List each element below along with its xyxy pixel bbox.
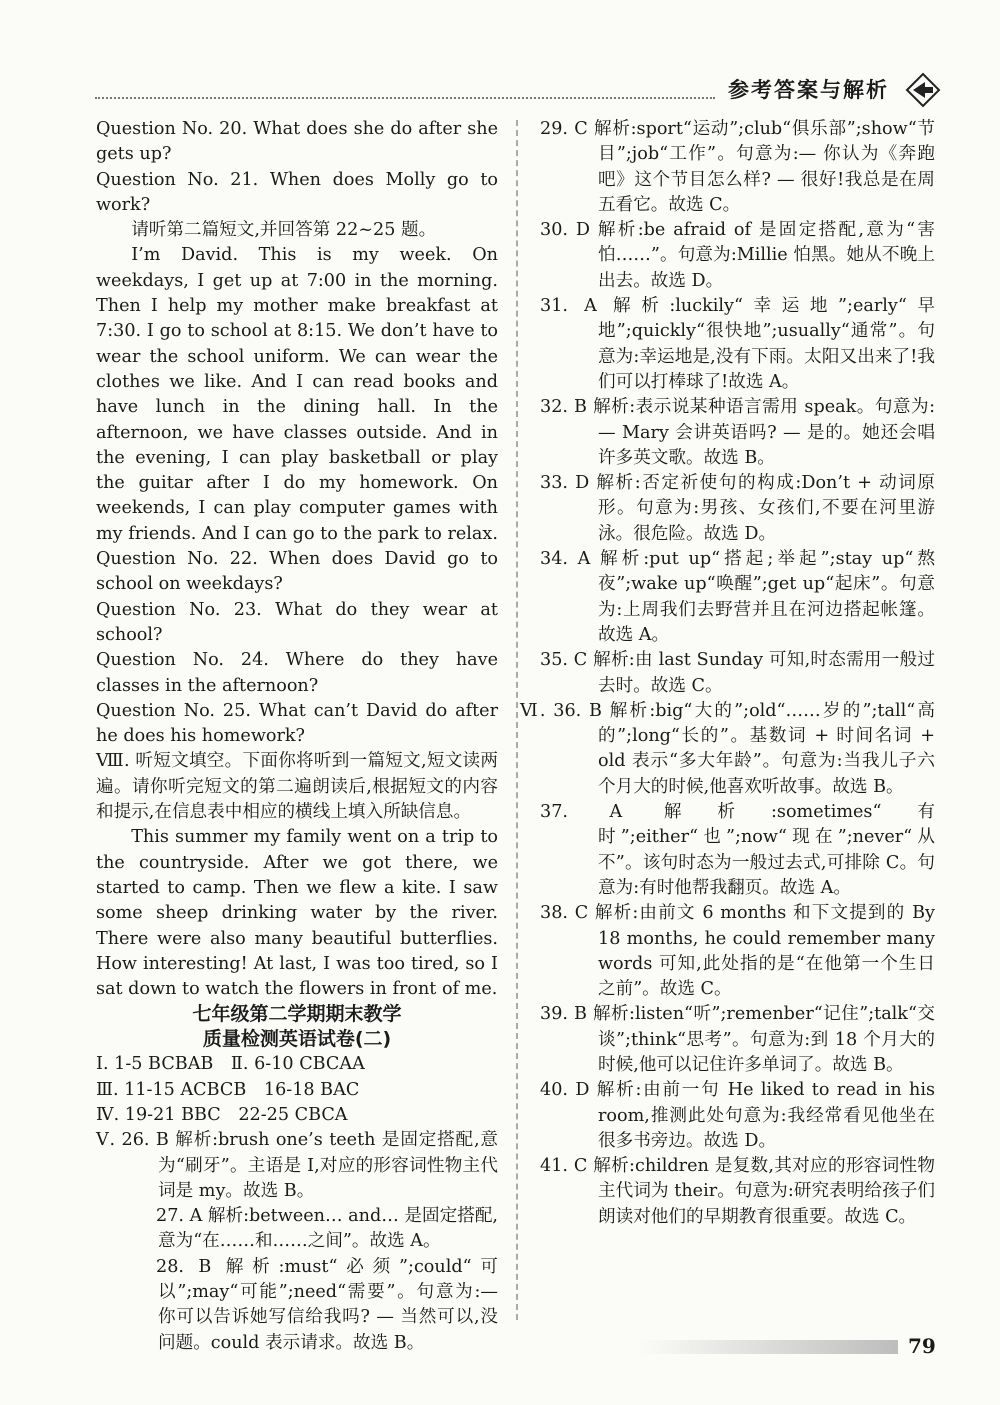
answer-number: 30. D — [540, 220, 590, 241]
answer-item — [540, 901, 935, 1002]
passage-david: I’m David. This is my week. On weekdays, I get up at 7:00 in the morning. Then I help my mother make breakfast at 7:30. I go to school at 8:15. We don’t have to wear the school uniform. We can wear the clothes we like. And I can read books and have lunch in the dining hall. In the afternoon, we have classes outside. And in the evening, I can play basketball or play the guitar after I do my homework. On weekends, I can play computer games with my friends. And I can go to the park to relax. — [96, 245, 498, 544]
answer-number: 27. A — [156, 1206, 203, 1227]
answer-number: 39. B — [540, 1004, 587, 1025]
answer-explanation: 解析:be afraid of 是固定搭配,意为“害怕……”。句意为:Millie 怕黑。她从不晚上出去。故选 D。 — [597, 220, 935, 291]
answer-explanation: 解析:big“大的”;old“……岁的”;tall“高的”;long“长的”。基数词 + 时间名词 + old 表示“多大年龄”。句意为:当我儿子六个月大的时候,他喜欢听故事。故选 B。 — [598, 700, 936, 797]
answer-explanation: 解析:children 是复数,其对应的形容词性物主代词为 their。句意为:研究表明给孩子们朗读对他们的早期教育很重要。故选 C。 — [593, 1156, 936, 1227]
answer-explanation: 解析:由前一句 He liked to read in his room,推测此处句意为:我经常看见他坐在很多书旁边。故选 D。 — [596, 1080, 935, 1151]
answer-number: 35. C — [540, 650, 588, 671]
question-22: Question No. 22. When does David go to school on weekdays? — [96, 549, 498, 595]
answer-number: 38. C — [540, 903, 589, 924]
answer-key-line: Ⅳ. 19-21 BBC 22-25 CBCA — [96, 1104, 348, 1125]
answer-item — [96, 1255, 498, 1356]
right-column — [520, 117, 936, 1230]
answer-explanation: 解析:put up“搭起;举起”;stay up“熬夜”;wake up“唤醒”;get up“起床”。句意为:上周我们去野营并且在河边搭起帐篷。故选 A。 — [598, 549, 935, 645]
answer-item — [540, 294, 935, 395]
page-number: 79 — [908, 1334, 936, 1358]
answer-explanation: 解析:sport“运动”;club“俱乐部”;show“节目”;job“工作”。句意为:— 你认为《奔跑吧》这个节目怎么样? — 很好!我总是在周五看它。故选 C。 — [594, 119, 935, 215]
answer-explanation: 解析:由 last Sunday 可知,时态需用一般过去时。故选 C。 — [593, 650, 936, 696]
answer-number: 29. C — [540, 119, 588, 139]
header-rule — [95, 97, 715, 99]
answer-explanation: 解析:luckily“幸运地”;early“早地”;quickly“很快地”;usually“通常”。句意为:幸运地是,没有下雨。太阳又出来了!我们可以打棒球了!故选 A。 — [598, 296, 935, 392]
section-8-instruction: Ⅷ. 听短文填空。下面你将听到一篇短文,短文读两遍。请你听完短文的第二遍朗读后,根据短文的内容和提示,在信息表中相应的横线上填入所缺信息。 — [96, 751, 498, 823]
answer-item — [540, 218, 935, 294]
answer-item — [96, 1128, 498, 1204]
footer-bar — [640, 1340, 898, 1354]
answer-item — [96, 1204, 498, 1255]
exam-title-line1: 七年级第二学期期末教学 — [192, 1003, 402, 1026]
instruction-text: 请听第二篇短文,并回答第 22~25 题。 — [131, 220, 437, 241]
answer-item — [540, 800, 935, 901]
question-21: Question No. 21. When does Molly go to work? — [96, 169, 498, 215]
answer-item — [540, 1078, 935, 1154]
question-25: Question No. 25. What can’t David do after he does his homework? — [96, 700, 498, 747]
answer-number: 40. D — [540, 1080, 590, 1101]
answer-item — [540, 471, 935, 547]
answer-number: 37. A — [540, 802, 623, 823]
answer-item — [540, 1154, 935, 1230]
answer-number: 28. B — [156, 1256, 212, 1277]
answer-explanation: 解析:between… and… 是固定搭配,意为“在……和……之间”。故选 A。 — [158, 1206, 499, 1252]
answer-explanation: 解析:sometimes“有时”;either“也”;now“现在”;never“从不”。该句时态为一般过去式,可排除 C。句意为:有时他帮我翻页。故选 A。 — [598, 802, 936, 898]
answer-key-line: Ⅰ. 1-5 BCBAB Ⅱ. 6-10 CBCAA — [96, 1054, 365, 1075]
question-23: Question No. 23. What do they wear at school? — [96, 599, 498, 645]
question-24: Question No. 24. Where do they have classes in the afternoon? — [96, 650, 498, 696]
answer-number: 41. C — [540, 1156, 588, 1177]
answer-explanation: 解析:否定祈使句的构成:Don’t + 动词原形。句意为:男孩、女孩们,不要在河里游泳。很危险。故选 D。 — [596, 473, 935, 544]
answer-number: 31. A — [540, 296, 597, 317]
column-divider — [516, 120, 518, 1320]
answer-key-line: Ⅲ. 11-15 ACBCB 16-18 BAC — [96, 1079, 360, 1100]
header-title: 参考答案与解析 — [728, 78, 889, 102]
arrow-badge-icon — [903, 70, 943, 110]
answer-number: Ⅵ. 36. B — [520, 700, 602, 721]
answer-number: 32. B — [540, 397, 587, 418]
answer-explanation: 解析:must“必须”;could“可以”;may“可能”;need“需要”。句意为:— 你可以告诉她写信给我吗? — 当然可以,没问题。could 表示请求。故选 B。 — [158, 1256, 498, 1353]
answer-item — [540, 395, 935, 471]
answer-explanation: 解析:brush one’s teeth 是固定搭配,意为“刷牙”。主语是 I,对应的形容词性物主代词是 my。故选 B。 — [158, 1130, 498, 1201]
answer-number: 33. D — [540, 473, 590, 494]
answer-number: 34. A — [540, 549, 591, 570]
answer-item — [520, 699, 936, 800]
answer-explanation: 解析:表示说某种语言需用 speak。句意为:— Mary 会讲英语吗? — 是的。她还会唱许多英文歌。故选 B。 — [593, 397, 935, 468]
answer-explanation: 解析:由前文 6 months 和下文提到的 By 18 months, he could remember many words 可知,此处指的是“在他第一个生日之前”。故选 C。 — [594, 903, 935, 1000]
answer-item — [540, 1002, 935, 1078]
answer-item — [540, 117, 935, 218]
answer-number: Ⅴ. 26. B — [96, 1130, 169, 1151]
passage-summer: This summer my family went on a trip to the countryside. After we got there, we started to camp. Then we flew a kite. I saw some sheep drinking water by the river. There were also many beautiful butterflies. How interesting! At last, I was too tired, so I sat down to watch the flowers in front of me. — [96, 827, 498, 1000]
left-column — [96, 117, 498, 1356]
question-20: Question No. 20. What does she do after she gets up? — [96, 119, 498, 165]
exam-title-line2: 质量检测英语试卷(二) — [202, 1028, 392, 1051]
answer-item — [540, 547, 935, 648]
answer-explanation: 解析:listen“听”;remenber“记住”;talk“交谈”;think“思考”。句意为:到 18 个月大的时候,他可以记住许多单词了。故选 B。 — [592, 1004, 935, 1075]
answer-item — [540, 648, 935, 699]
